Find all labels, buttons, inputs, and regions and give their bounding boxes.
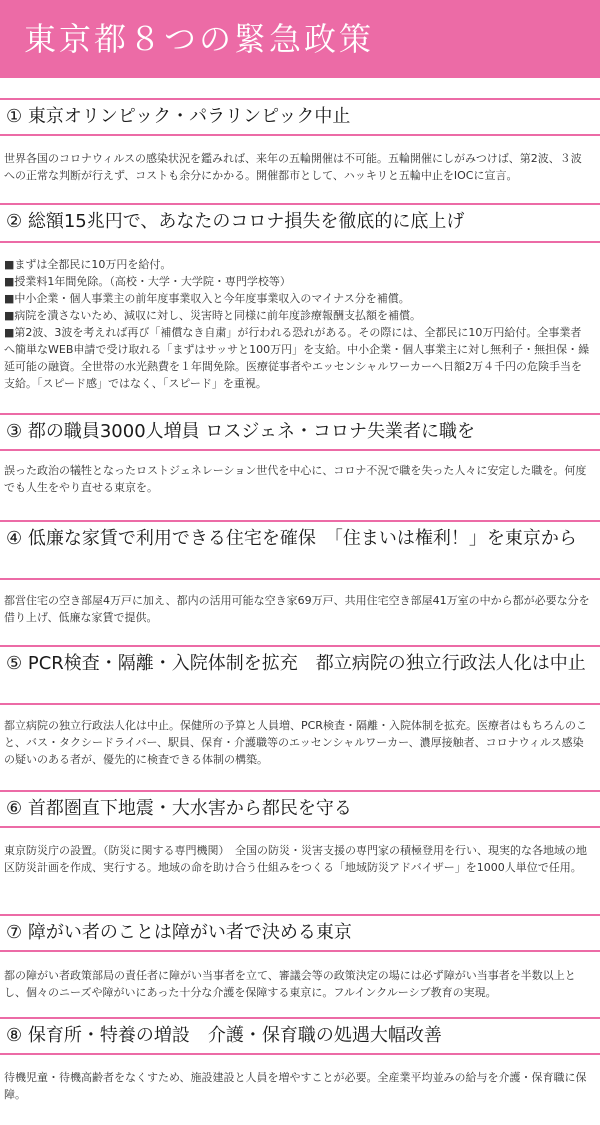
section-heading-bar <box>0 520 600 580</box>
section-heading: ⑥ 首都圏直下地震・大水害から都民を守る <box>6 798 352 819</box>
section-heading: ⑦ 障がい者のことは障がい者で決める東京 <box>6 922 352 943</box>
section-body: 東京防災庁の設置。（防災に関する専門機関） 全国の防災・災害支援の専門家の積極登用を行い、現実的な各地域の地区防災計画を作成、実行する。地域の命を助け合う仕組みをつくる「地域防災アドバイザー」を1000人単位で任用。 <box>4 844 587 874</box>
section-heading-bar <box>0 914 600 952</box>
section-heading-bar <box>0 790 600 828</box>
section-heading-bar <box>0 98 600 136</box>
section-heading: ② 総額15兆円で、あなたのコロナ損失を徹底的に底上げ <box>6 211 465 232</box>
page-title: 東京都８つの緊急政策 <box>24 20 375 58</box>
section-body: 都立病院の独立行政法人化は中止。保健所の予算と人員増、PCR検査・隔離・入院体制を拡充。医療者はもちろんのこと、バス・タクシードライバー、駅員、保育・介護職等のエッセンシャルワーカー、濃厚接触者、コロナウィルス感染の疑いのある者が、優先的に検査できる体制の構築。 <box>4 719 587 766</box>
bullet-list <box>4 256 592 392</box>
section-heading: ⑧ 保育所・特養の増設 介護・保育職の処遇大幅改善 <box>6 1025 442 1046</box>
bullet-item: ■第2波、3波を考えれば再び「補償なき自粛」が行われる恐れがある。その際には、全都民に10万円給付。全事業者へ簡単なWEB申請で受け取れる「まずはサッサと100万円」を支給。中小企業・個人事業主に対し無利子・無担保・繰延可能の融資。全世帯の水光熱費を１年間免除。医療従事者やエッセンシャルワーカーへ日額2万４千円の危険手当を支給。「スピード感」ではなく、「スピード」を重視。 <box>4 326 590 390</box>
section-body: 待機児童・待機高齢者をなくすため、施設建設と人員を増やすことが必要。全産業平均並みの給与を介護・保育職に保障。 <box>4 1071 587 1101</box>
section-heading-bar <box>0 203 600 243</box>
section-body: 都営住宅の空き部屋4万戸に加え、都内の活用可能な空き家69万戸、共用住宅空き部屋41万室の中から都が必要な分を借り上げ、低廉な家賃で提供。 <box>4 594 590 624</box>
section-heading-bar <box>0 1017 600 1055</box>
bullet-item: ■病院を潰さないため、減収に対し、災害時と同様に前年度診療報酬支払額を補償。 <box>4 309 421 322</box>
section-body: 都の障がい者政策部局の責任者に障がい当事者を立て、審議会等の政策決定の場には必ず障がい当事者を半数以上とし、個々のニーズや障がいにあった十分な介護を保障する東京に。フルインクルーシブ教育の実現。 <box>4 969 576 999</box>
section-body: 世界各国のコロナウィルスの感染状況を鑑みれば、来年の五輪開催は不可能。五輪開催にしがみつけば、第2波、３波への正常な判断が行えず、コストも余分にかかる。開催都市として、ハッキリと五輪中止をIOCに宣言。 <box>4 152 582 182</box>
section-body: 誤った政治の犠牲となったロストジェネレーション世代を中心に、コロナ不況で職を失った人々に安定した職を。何度でも人生をやり直せる東京を。 <box>4 464 587 494</box>
section-heading-bar <box>0 413 600 451</box>
bullet-item: ■中小企業・個人事業主の前年度事業収入と今年度事業収入のマイナス分を補償。 <box>4 292 410 305</box>
title-banner <box>0 0 600 78</box>
section-heading: ③ 都の職員3000人増員 ロスジェネ・コロナ失業者に職を <box>6 421 476 442</box>
bullet-item: ■まずは全都民に10万円を給付。 <box>4 258 172 271</box>
bullet-item: ■授業料1年間免除。（高校・大学・大学院・専門学校等） <box>4 275 291 288</box>
section-heading: ⑤ PCR検査・隔離・入院体制を拡充 都立病院の独立行政法人化は中止 <box>6 653 586 674</box>
section-heading-bar <box>0 645 600 705</box>
section-heading: ① 東京オリンピック・パラリンピック中止 <box>6 106 351 127</box>
section-heading: ④ 低廉な家賃で利用できる住宅を確保 「住まいは権利！」を東京から <box>6 528 577 549</box>
